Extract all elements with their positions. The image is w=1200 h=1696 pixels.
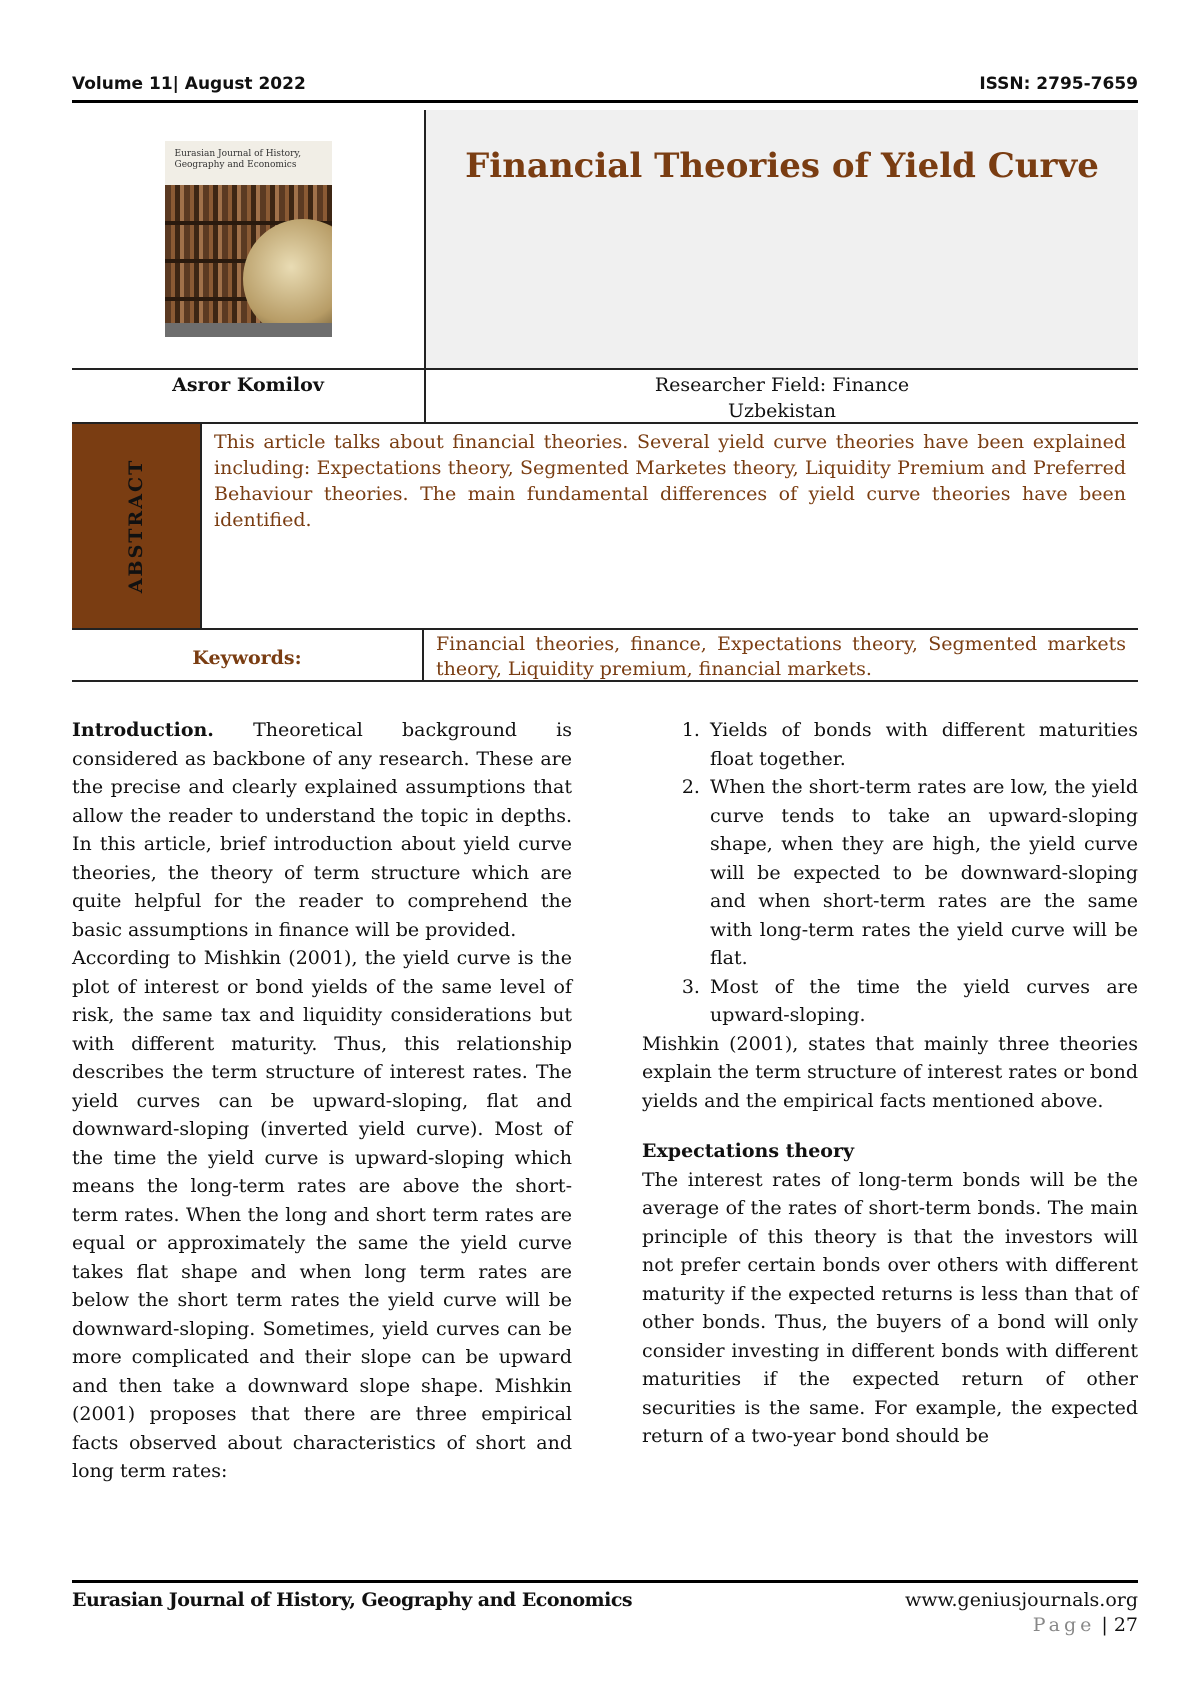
footer-website-link[interactable]: www.geniusjournals.org — [904, 1589, 1138, 1611]
right-column — [642, 716, 1138, 1451]
issn: ISSN: 2795-7659 — [979, 74, 1138, 94]
cover-title: Eurasian Journal of History, Geography and Economics — [174, 149, 302, 170]
footer-journal-name: Eurasian Journal of History, Geography and Economics — [72, 1589, 633, 1611]
article-title: Financial Theories of Yield Curve — [465, 146, 1099, 186]
author-affiliation — [426, 370, 1138, 422]
country: Uzbekistan — [728, 400, 836, 422]
author-name: Asror Komilov — [72, 370, 426, 422]
list-item: 1. Yields of bonds with different maturities float together. — [706, 716, 1138, 773]
keywords-text: Financial theories, finance, Expectations theory, Segmented markets theory, Liquidity premium, financial markets. — [436, 633, 1126, 680]
expectations-theory-text: The interest rates of long-term bonds will be the average of the rates of short-term bonds. The main principle of this theory is that the investors will not prefer certain bonds over others with different maturity if the expected returns is less than that of other bonds. Thus, the buyers of a bond will only consider investing in different bonds with different maturities if the expected return of other securities is the same. For example, the expected return of a two-year bond should be — [642, 1168, 1138, 1447]
author-row — [72, 370, 1138, 424]
article-header-table — [72, 110, 1138, 682]
running-header — [72, 74, 1138, 103]
page-separator: | — [1101, 1614, 1108, 1636]
list-item: 2. When the short-term rates are low, the yield curve tends to take an upward-sloping shape, when they are high, the yield curve will be expected to be downward-sloping and when short-term rates are the same with long-term rates the yield curve will be flat. — [706, 773, 1138, 973]
left-column — [72, 716, 572, 1486]
expectations-theory-heading: Expectations theory — [642, 1140, 855, 1162]
title-row — [72, 110, 1138, 370]
empirical-facts-list — [642, 716, 1138, 1030]
page-number-value: 27 — [1113, 1614, 1138, 1636]
cover-band — [165, 323, 332, 337]
abstract-label-cell — [72, 424, 202, 628]
journal-cover-image — [165, 141, 332, 337]
theories-paragraph: Mishkin (2001), states that mainly three theories explain the term structure of interest rates or bond yields and the empirical facts mentioned above. — [642, 1032, 1138, 1112]
abstract-text: This article talks about financial theories. Several yield curve theories have been explained including: Expectations theory, Segmented Marketes theory, Liquidity Premium and Preferred Behaviour theories. The main fundamental differences of yield curve theories have been identified. — [214, 431, 1126, 531]
title-cell — [426, 110, 1138, 368]
page-word: Page — [1032, 1614, 1096, 1636]
list-item: 3. Most of the time the yield curves are upward-sloping. — [706, 973, 1138, 1030]
yield-curve-paragraph: According to Mishkin (2001), the yield curve is the plot of interest or bond yields of the same level of risk, the same tax and liquidity considerations but with different maturity. Thus, this relationship describes the term structure of interest rates. The yield curves can be upward-sloping, flat and downward-sloping (inverted yield curve). Most of the time the yield curve is upward-sloping which means the long-term rates are above the short-term rates. When the long and short term rates are equal or approximately the same the yield curve takes flat shape and when long term rates are below the short term rates the yield curve will be downward-sloping. Sometimes, yield curves can be more complicated and their slope can be upward and then take a downward slope shape. Mishkin (2001) proposes that there are three empirical facts observed about characteristics of short and long term rates: — [72, 947, 572, 1482]
keywords-row — [72, 630, 1138, 682]
page-number — [1033, 1614, 1138, 1636]
volume-info: Volume 11| August 2022 — [72, 74, 306, 94]
intro-paragraph — [72, 716, 572, 944]
abstract-row — [72, 424, 1138, 630]
page-footer — [72, 1580, 1138, 1611]
intro-label: Introduction. — [72, 719, 214, 741]
research-field: Researcher Field: Finance — [654, 374, 910, 396]
cover-cell — [72, 110, 426, 368]
abstract-label: ABSTRACT — [125, 458, 147, 594]
keywords-label: Keywords: — [72, 630, 424, 680]
intro-text: Theoretical background is considered as backbone of any research. These are the precise and clearly explained assumptions that allow the reader to understand the topic in depths. In this article, brief introduction about yield curve theories, the theory of term structure which are quite helpful for the reader to comprehend the basic assumptions in finance will be provided. — [72, 719, 572, 941]
